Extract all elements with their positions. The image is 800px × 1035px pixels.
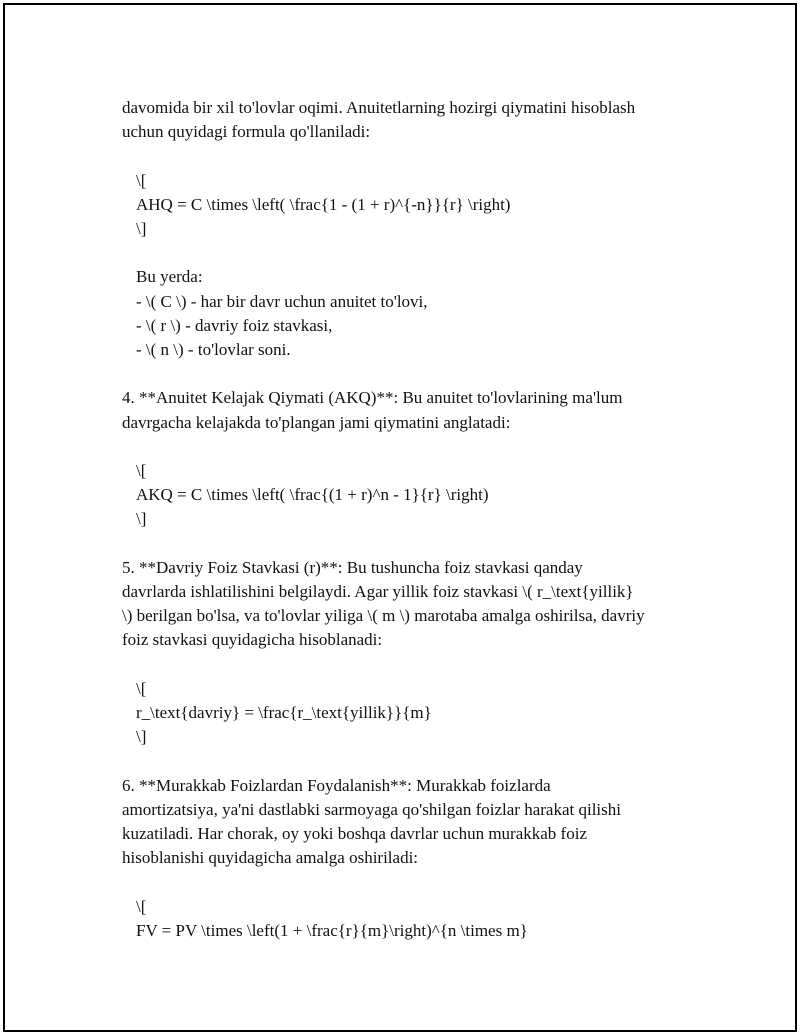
formula-close: \]: [136, 727, 147, 747]
text-line: kuzatiladi. Har chorak, oy yoki boshqa davrlar uchun murakkab foiz: [122, 823, 587, 843]
text-line: uchun quyidagi formula qo'llaniladi:: [122, 122, 371, 142]
where-heading: Bu yerda:: [136, 267, 203, 287]
formula-akq: [122, 459, 702, 532]
formula-close: \]: [136, 219, 147, 238]
formula-open: \[: [136, 170, 147, 190]
formula-line: AHQ = C \times \left( \frac{1 - (1 + r)^{-n}}{r} \right): [136, 194, 511, 214]
formula-line: AKQ = C \times \left( \frac{(1 + r)^n - 1}{r} \right): [136, 485, 489, 505]
formula-open: \[: [136, 678, 147, 698]
formula-line: r_\text{davriy} = \frac{r_\text{yillik}}{m}: [136, 702, 432, 722]
text-line: \) berilgan bo'lsa, va to'lovlar yiliga \( m \) marotaba amalga oshirilsa, davriy: [122, 606, 645, 626]
formula-fv: [122, 895, 702, 943]
text-line: 5. **Davriy Foiz Stavkasi (r)**: Bu tushuncha foiz stavkasi qanday: [122, 557, 583, 577]
section-4-paragraph: [122, 386, 702, 434]
text-line: davrgacha kelajakda to'plangan jami qiymatini anglatadi:: [122, 412, 511, 432]
formula-open: \[: [136, 460, 147, 480]
section-6-paragraph: [122, 774, 702, 871]
list-item: - \( C \) - har bir davr uchun anuitet to'lovi,: [136, 291, 428, 311]
intro-paragraph: [122, 96, 702, 144]
text-line: foiz stavkasi quyidagicha hisoblanadi:: [122, 630, 383, 650]
formula-davriy: [122, 677, 702, 750]
list-item: - \( r \) - davriy foiz stavkasi,: [136, 315, 333, 335]
page-frame: [3, 3, 797, 1032]
where-list: [122, 265, 702, 362]
formula-ahq: [122, 169, 702, 242]
text-line: davomida bir xil to'lovlar oqimi. Anuitetlarning hozirgi qiymatini hisoblash: [122, 98, 636, 117]
list-item: - \( n \) - to'lovlar soni.: [136, 340, 291, 359]
formula-open: \[: [136, 896, 147, 916]
text-line: davrlarda ishlatilishini belgilaydi. Agar yillik foiz stavkasi \( r_\text{yillik}: [122, 581, 634, 601]
section-5-paragraph: [122, 556, 702, 653]
formula-line: FV = PV \times \left(1 + \frac{r}{m}\right)^{n \times m}: [136, 920, 528, 940]
text-line: 4. **Anuitet Kelajak Qiymati (AKQ)**: Bu anuitet to'lovlarining ma'lum: [122, 388, 623, 408]
text-line: amortizatsiya, ya'ni dastlabki sarmoyaga qo'shilgan foizlar harakat qilishi: [122, 799, 621, 819]
document-body: [122, 96, 702, 943]
text-line: hisoblanishi quyidagicha amalga oshiriladi:: [122, 848, 419, 868]
text-line: 6. **Murakkab Foizlardan Foydalanish**: Murakkab foizlarda: [122, 775, 551, 795]
formula-close: \]: [136, 509, 147, 529]
